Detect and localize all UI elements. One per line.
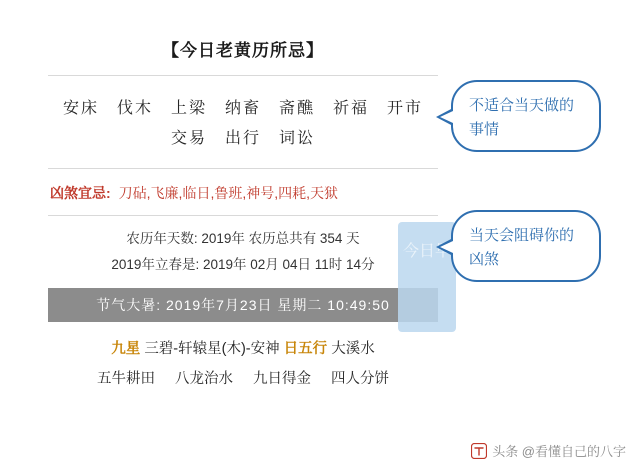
info-section bbox=[48, 216, 438, 288]
taboo-item: 安床 bbox=[62, 100, 99, 117]
info-key: 农历年天数: bbox=[126, 231, 198, 246]
callout-tail-inner-icon bbox=[440, 111, 453, 123]
taboo-item: 开市 bbox=[387, 100, 424, 117]
bottom-item: 九日得金 bbox=[253, 371, 311, 387]
info-key: 2019年立春是: bbox=[111, 257, 200, 272]
footer-text: 头条 @看懂自己的八字 bbox=[492, 444, 626, 459]
taboo-item: 词讼 bbox=[279, 130, 316, 147]
taboo-row-1 bbox=[48, 94, 438, 124]
info-value: 2019年 农历总共有 354 天 bbox=[201, 231, 360, 246]
wuxing-value: 大溪水 bbox=[331, 341, 375, 357]
taboo-row-2 bbox=[48, 124, 438, 154]
taboo-item: 伐木 bbox=[116, 100, 153, 117]
taboo-item: 斋醮 bbox=[279, 100, 316, 117]
info-value: 2019年 02月 04日 11时 14分 bbox=[202, 257, 375, 272]
xiongsha-value: 刀砧,飞廉,临日,鲁班,神号,四耗,天狱 bbox=[118, 185, 339, 201]
taboo-item: 纳畜 bbox=[224, 100, 261, 117]
info-row bbox=[48, 226, 438, 252]
bottom-item: 五牛耕田 bbox=[97, 371, 155, 387]
jieqi-bar: 节气大暑: 2019年7月23日 星期二 10:49:50 bbox=[48, 288, 438, 322]
callout-text: 不适合当天做的事情 bbox=[469, 97, 575, 138]
xiongsha-label: 凶煞宜忌: bbox=[50, 185, 111, 201]
bottom-row-1 bbox=[48, 334, 438, 364]
footer-attribution bbox=[471, 441, 626, 460]
xiongsha-section bbox=[48, 169, 438, 215]
jiuxing-label: 九星 bbox=[111, 341, 141, 357]
toutiao-logo-icon bbox=[471, 443, 487, 459]
callout-xiongsha-explanation bbox=[451, 210, 601, 282]
callout-text: 当天会阻碍你的凶煞 bbox=[469, 227, 575, 268]
info-row bbox=[48, 252, 438, 278]
callout-taboo-explanation bbox=[451, 80, 601, 152]
taboo-item: 交易 bbox=[170, 130, 207, 147]
watermark-strip: 今日早 bbox=[398, 222, 456, 332]
bottom-section bbox=[48, 322, 438, 394]
taboo-item: 上梁 bbox=[170, 100, 207, 117]
bottom-item: 四人分饼 bbox=[331, 371, 389, 387]
almanac-card bbox=[48, 36, 438, 394]
page-title: 【今日老黄历所忌】 bbox=[162, 41, 324, 60]
jiuxing-value: 三碧-轩辕星(木)-安神 bbox=[144, 341, 280, 357]
callout-tail-inner-icon bbox=[440, 241, 453, 253]
taboo-list bbox=[48, 76, 438, 168]
taboo-item: 出行 bbox=[224, 130, 261, 147]
bottom-row-2 bbox=[48, 364, 438, 394]
taboo-item: 祈福 bbox=[333, 100, 370, 117]
wuxing-label: 日五行 bbox=[283, 341, 328, 357]
bottom-item: 八龙治水 bbox=[175, 371, 233, 387]
